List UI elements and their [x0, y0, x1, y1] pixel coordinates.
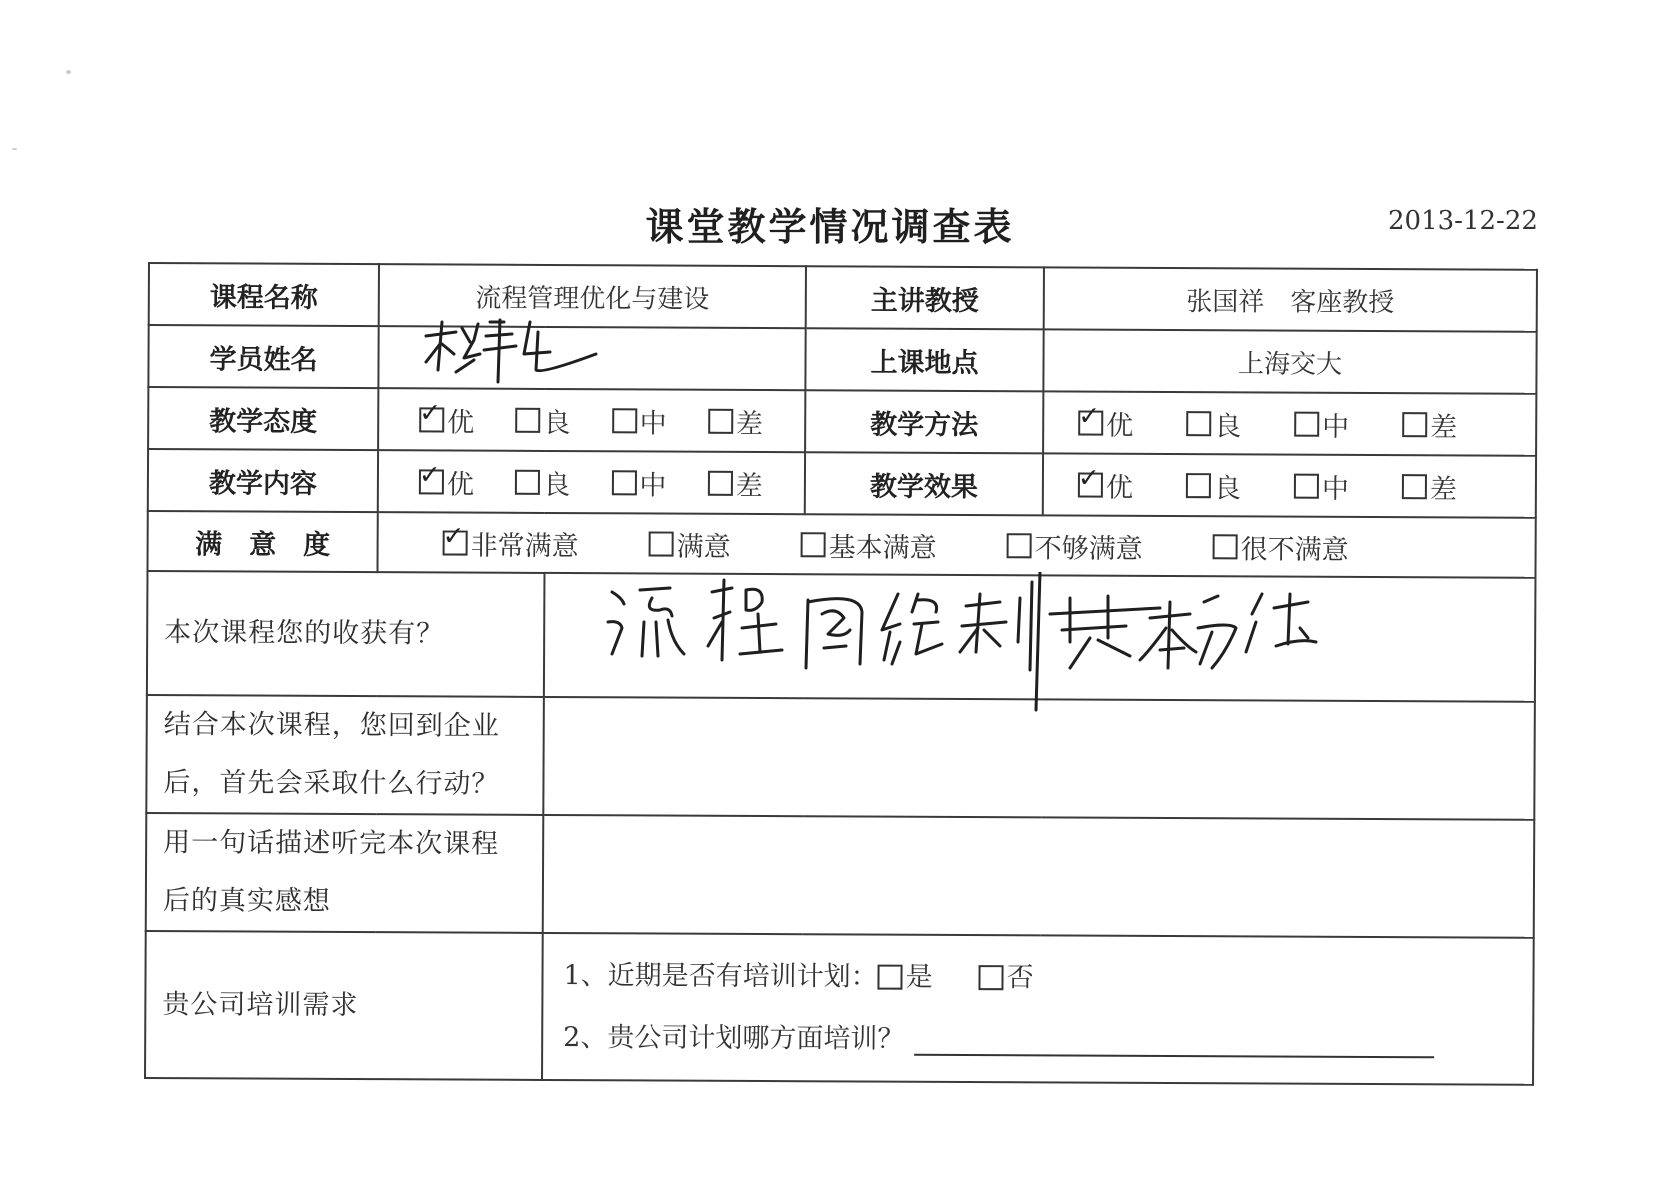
- training-area-input[interactable]: [914, 1023, 1434, 1058]
- training-label: 贵公司培训需求: [145, 931, 543, 1080]
- row-student: [148, 325, 1536, 394]
- checkbox[interactable]: [801, 532, 826, 557]
- content-option-excellent[interactable]: ✓ 优: [418, 459, 474, 501]
- effect-option-excellent[interactable]: ✓ 优: [1077, 463, 1133, 504]
- checkbox[interactable]: [611, 470, 636, 495]
- row-ratings-2: [148, 449, 1536, 518]
- effect-label: 教学效果: [805, 452, 1043, 515]
- action-question-label: 结合本次课程，您回到企业 后，首先会采取什么行动？: [146, 695, 544, 815]
- checkbox[interactable]: [1007, 533, 1032, 558]
- training-plan-no[interactable]: 否: [979, 947, 1034, 1009]
- checkbox[interactable]: [1402, 474, 1427, 499]
- checkmark-icon: ✓: [1078, 401, 1101, 432]
- effect-option-poor[interactable]: 差: [1402, 467, 1510, 507]
- effect-option-good[interactable]: 良: [1186, 466, 1294, 506]
- feeling-answer-field[interactable]: [543, 815, 1535, 938]
- checkbox[interactable]: [1294, 411, 1319, 436]
- lecturer-value[interactable]: 张国祥 客座教授: [1044, 267, 1537, 331]
- checkbox[interactable]: [612, 408, 637, 433]
- training-area-question: 2、贵公司计划哪方面培训？: [563, 1007, 1532, 1074]
- satisfaction-options: [379, 520, 1535, 568]
- checkbox[interactable]: [419, 397, 444, 432]
- checkbox[interactable]: [1077, 463, 1103, 497]
- content-options: [379, 459, 804, 503]
- form-title: 课堂教学情况调查表: [645, 205, 1015, 249]
- checkbox[interactable]: [708, 470, 733, 495]
- lecturer-label: 主讲教授: [806, 266, 1044, 329]
- action-answer-field[interactable]: [543, 697, 1535, 820]
- training-plan-question: 1、近期是否有培训计划： 是 否: [563, 945, 1532, 1012]
- effect-options: [1044, 465, 1535, 506]
- checkbox[interactable]: [708, 408, 733, 433]
- student-label: 学员姓名: [148, 325, 378, 388]
- row-question-gains: [147, 571, 1536, 702]
- scan-speck: [12, 148, 17, 150]
- effect-option-fair[interactable]: 中: [1294, 466, 1402, 506]
- gains-answer-field[interactable]: [544, 573, 1536, 702]
- checkbox[interactable]: [418, 459, 444, 494]
- checkbox[interactable]: [1078, 401, 1103, 435]
- checkbox[interactable]: [878, 965, 903, 990]
- content-label: 教学内容: [148, 449, 378, 512]
- checkbox[interactable]: [442, 520, 468, 555]
- survey-table: [144, 262, 1538, 1086]
- method-options: [1044, 403, 1535, 444]
- method-option-fair[interactable]: 中: [1294, 404, 1402, 444]
- method-option-poor[interactable]: 差: [1402, 405, 1510, 445]
- checkmark-icon: ✓: [418, 459, 441, 490]
- satisfaction-label: 满 意 度: [147, 511, 377, 572]
- satisfaction-option-satisfied[interactable]: 满意: [649, 524, 731, 563]
- scan-speck: [66, 70, 71, 74]
- row-ratings-1: [148, 387, 1536, 456]
- location-label: 上课地点: [805, 328, 1043, 391]
- content-option-good[interactable]: 良: [515, 462, 611, 501]
- student-signature-field[interactable]: [378, 326, 805, 390]
- attitude-option-good[interactable]: 良: [515, 400, 611, 439]
- gains-question-label: 本次课程您的收获有？: [147, 571, 545, 697]
- checkbox[interactable]: [515, 407, 540, 432]
- checkbox[interactable]: [1186, 411, 1211, 436]
- row-course: [149, 263, 1537, 332]
- checkmark-icon: ✓: [419, 397, 442, 428]
- row-training: [145, 931, 1534, 1085]
- checkbox[interactable]: [1402, 412, 1427, 437]
- row-satisfaction: [147, 511, 1535, 578]
- satisfaction-option-basically-satisfied[interactable]: 基本满意: [801, 525, 937, 565]
- checkbox[interactable]: [1213, 534, 1238, 559]
- checkbox[interactable]: [649, 531, 674, 556]
- content-option-fair[interactable]: 中: [611, 463, 707, 502]
- satisfaction-option-very-dissatisfied[interactable]: 很不满意: [1213, 527, 1349, 567]
- attitude-options: [379, 397, 804, 441]
- row-question-action: [146, 695, 1535, 820]
- checkmark-icon: ✓: [442, 520, 465, 552]
- method-option-good[interactable]: 良: [1186, 404, 1294, 444]
- checkbox[interactable]: [515, 469, 540, 494]
- form-date: 2013-12-22: [1388, 206, 1538, 236]
- attitude-option-excellent[interactable]: ✓ 优: [419, 397, 475, 439]
- satisfaction-option-very-satisfied[interactable]: ✓ 非常满意: [442, 520, 579, 562]
- attitude-label: 教学态度: [148, 387, 378, 450]
- attitude-option-fair[interactable]: 中: [612, 401, 708, 440]
- content-option-poor[interactable]: 差: [708, 463, 804, 502]
- course-label: 课程名称: [149, 263, 379, 326]
- checkbox[interactable]: [979, 965, 1004, 990]
- method-label: 教学方法: [805, 390, 1043, 453]
- row-question-feeling: [146, 813, 1535, 938]
- course-value[interactable]: 流程管理优化与建设: [379, 264, 806, 328]
- checkbox[interactable]: [1294, 473, 1319, 498]
- attitude-option-poor[interactable]: 差: [708, 401, 804, 440]
- checkmark-icon: ✓: [1077, 463, 1100, 494]
- satisfaction-option-not-satisfied-enough[interactable]: 不够满意: [1007, 526, 1143, 566]
- training-plan-yes[interactable]: 是: [878, 946, 933, 1008]
- method-option-excellent[interactable]: ✓ 优: [1078, 401, 1134, 442]
- checkbox[interactable]: [1186, 473, 1211, 498]
- survey-form: [144, 262, 1536, 1086]
- feeling-question-label: 用一句话描述听完本次课程 后的真实感想: [146, 813, 544, 933]
- location-value[interactable]: 上海交大: [1043, 329, 1536, 393]
